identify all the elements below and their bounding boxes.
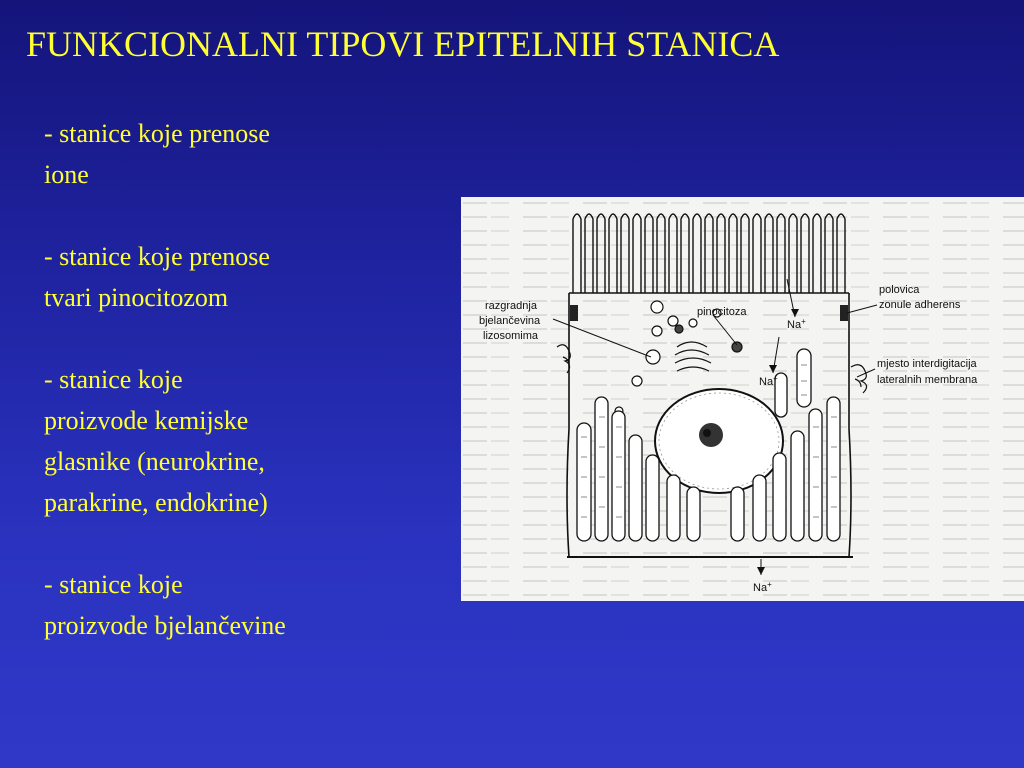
label-interdigitation-line2: lateralnih membrana: [877, 374, 978, 386]
slide-title: FUNKCIONALNI TIPOVI EPITELNIH STANICA: [26, 24, 780, 64]
bullet-list: [44, 113, 384, 646]
label-zonula-line2: zonule adherens: [879, 299, 961, 311]
epithelial-cell-diagram: [461, 197, 1024, 601]
label-interdigitation-line1: mjesto interdigitacija: [877, 358, 977, 370]
bullet-pinocytosis: - stanice koje prenose tvari pinocitozom: [44, 242, 270, 312]
label-sodium-apical: Na+: [787, 317, 806, 331]
bullet-chemical-messengers: - stanice koje proizvode kemijske glasnike (neurokrine, parakrine, endokrine): [44, 365, 268, 517]
bullet-ion-transport: - stanice koje prenose ione: [44, 119, 270, 189]
label-pinocytosis: pinocitoza: [697, 306, 747, 318]
label-degradation-line1: razgradnja: [485, 300, 537, 312]
label-degradation-line3: lizosomima: [483, 330, 539, 342]
label-degradation-line2: bjelančevina: [479, 315, 541, 327]
label-sodium-middle: Na+: [759, 374, 778, 388]
bullet-protein-production: - stanice koje proizvode bjelančevine: [44, 570, 286, 640]
label-sodium-basal: Na+: [753, 580, 772, 594]
label-zonula-line1: polovica: [879, 284, 920, 296]
cell-diagram-svg: [461, 197, 1024, 601]
